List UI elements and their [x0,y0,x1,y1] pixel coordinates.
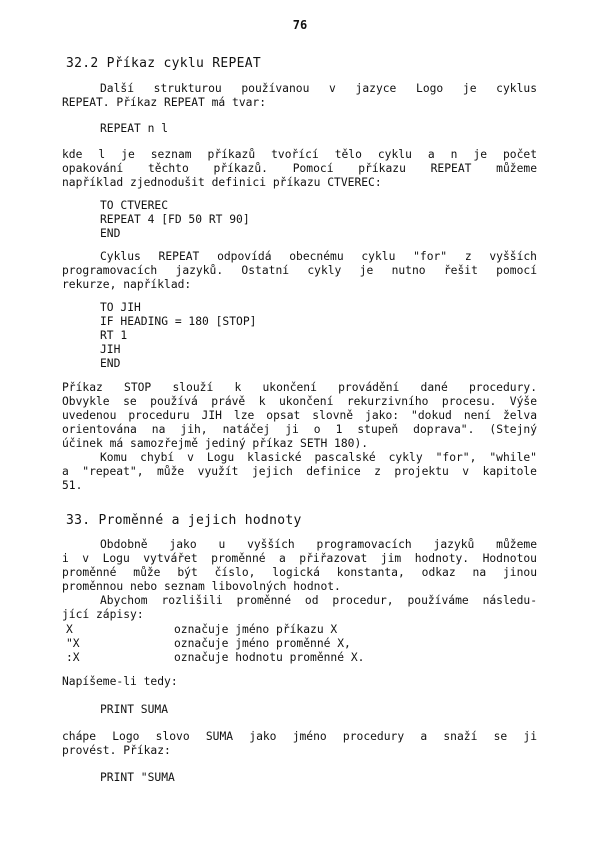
paragraph-line: kde l je seznam příkazů tvořící tělo cyklu a n je počet [62,148,537,161]
code-line: END [100,357,121,370]
definition-meaning: označuje hodnotu proměnné X. [174,651,365,664]
paragraph-line: i v Logu vytvářet proměnné a přiřazovat jim hodnoty. Hodnotou [62,552,537,565]
code-line: TO CTVEREC [100,199,169,212]
paragraph-line: a "repeat", může využít jejich definice z projektu v kapitole [62,465,537,478]
definition-symbol: :X [66,651,80,664]
paragraph-line: orientována na jih, natáčej ji o 1 stupeň doprava". (Stejný [62,423,537,436]
paragraph-line: programovacích jazyků. Ostatní cykly je nutno řešit pomocí [62,264,537,277]
paragraph-line: REPEAT. Příkaz REPEAT má tvar: [62,96,267,109]
paragraph-line: proměnné může být číslo, logická konstanta, odkaz na jinou [62,566,537,579]
code-line: RT 1 [100,329,128,342]
paragraph-line: opakování těchto příkazů. Pomocí příkazu REPEAT můžeme [62,162,537,175]
paragraph-line: Napíšeme-li tedy: [62,675,178,688]
page-number: 76 [292,18,308,32]
code-line: REPEAT 4 [FD 50 RT 90] [100,213,250,226]
paragraph-line: Abychom rozlišili proměnné od procedur, používáme následu- [100,594,537,607]
code-line: TO JIH [100,301,141,314]
paragraph-line: jící zápisy: [62,608,144,621]
paragraph-line: provést. Příkaz: [62,744,171,757]
paragraph-line: účinek má samozřejmě jediný příkaz SETH 180). [62,437,369,450]
section-heading-33: 33. Proměnné a jejich hodnoty [66,513,302,528]
code-line: PRINT SUMA [100,703,169,716]
paragraph-line: chápe Logo slovo SUMA jako jméno procedury a snaží se ji [62,730,537,743]
definition-symbol: X [66,623,73,636]
code-line: END [100,227,121,240]
paragraph-line: Další strukturou používanou v jazyce Logo je cyklus [100,82,537,95]
definition-symbol: "X [66,637,80,650]
code-line: JIH [100,343,121,356]
paragraph-line: Komu chybí v Logu klasické pascalské cykly "for", "while" [100,451,537,464]
definition-meaning: označuje jméno proměnné X, [174,637,351,650]
paragraph-line: Cyklus REPEAT odpovídá obecnému cyklu "for" z vyšších [100,250,537,263]
paragraph-line: uvedenou proceduru JIH lze opsat slovně jako: "dokud není želva [62,409,537,422]
paragraph-line: Obvykle se používá právě k ukončení rekurzivního procesu. Výše [62,395,537,408]
paragraph-line: proměnnou nebo seznam libovolných hodnot. [62,580,341,593]
code-line: IF HEADING = 180 [STOP] [100,315,257,328]
definition-meaning: označuje jméno příkazu X [174,623,338,636]
code-line: PRINT "SUMA [100,771,175,784]
paragraph-line: například zjednodušit definici příkazu CTVEREC: [62,176,382,189]
paragraph-line: Obdobně jako u vyšších programovacích jazyků můžeme [100,538,537,551]
paragraph-line: 51. [62,479,83,492]
paragraph-line: Příkaz STOP slouží k ukončení provádění dané procedury. [62,381,537,394]
paragraph-line: rekurze, například: [62,278,192,291]
section-heading-32-2: 32.2 Příkaz cyklu REPEAT [66,56,262,71]
code-line: REPEAT n l [100,122,169,135]
